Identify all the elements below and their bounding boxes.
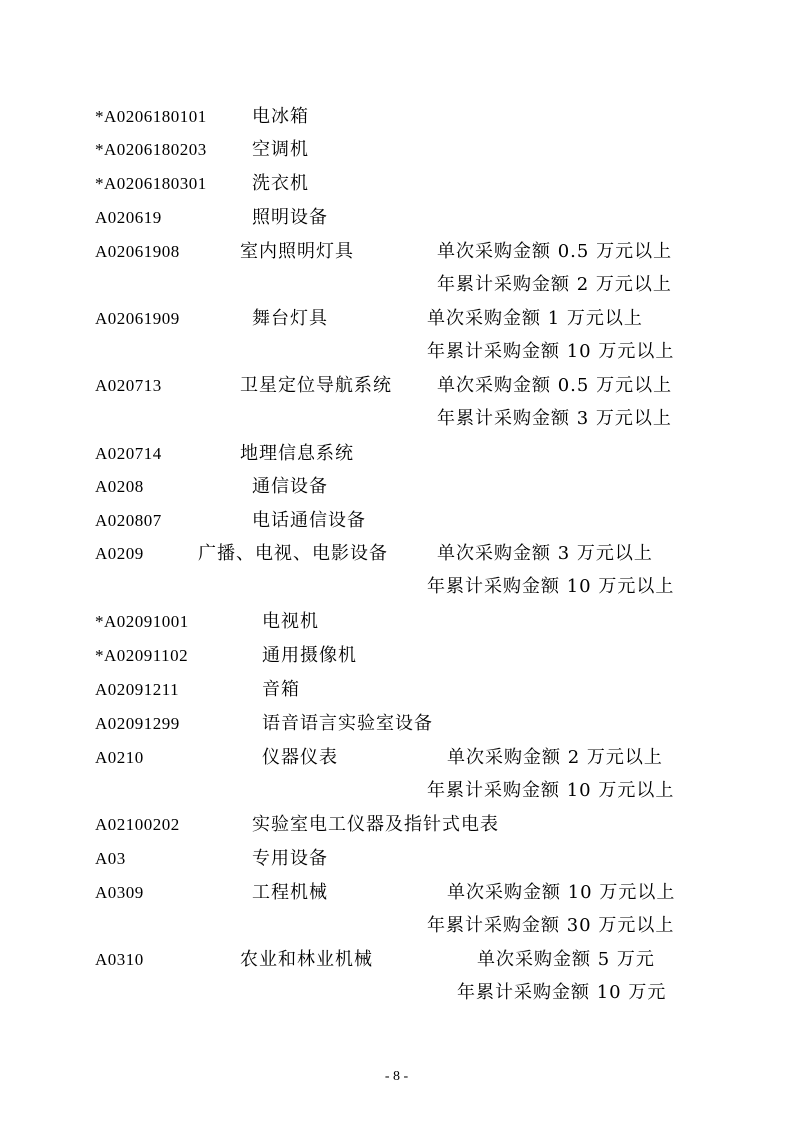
- single-purchase-threshold: 单次采购金额 2 万元以上: [447, 747, 663, 768]
- item-name: 照明设备: [252, 207, 328, 228]
- single-purchase-threshold: 单次采购金额 1 万元以上: [427, 308, 643, 329]
- item-name: 地理信息系统: [240, 443, 354, 464]
- item-code: A02091211: [95, 680, 180, 699]
- annual-purchase-threshold: 年累计采购金额 10 万元以上: [427, 576, 675, 597]
- list-item: [0, 639, 793, 673]
- item-name: 舞台灯具: [252, 308, 328, 329]
- list-item: [0, 437, 793, 471]
- item-name: 通信设备: [252, 476, 328, 497]
- list-item: [0, 504, 793, 538]
- page-number: - 8 -: [384, 1069, 409, 1084]
- item-code: A02061908: [95, 242, 180, 261]
- annual-purchase-threshold: 年累计采购金额 10 万元: [457, 982, 667, 1003]
- item-code: A0209: [95, 544, 144, 563]
- item-name: 实验室电工仪器及指针式电表: [252, 814, 499, 835]
- annual-purchase-threshold: 年累计采购金额 2 万元以上: [437, 274, 672, 295]
- list-item: [0, 943, 793, 977]
- item-name: 通用摄像机: [262, 645, 357, 666]
- item-code: A0208: [95, 477, 144, 496]
- list-item: [0, 673, 793, 707]
- annual-purchase-threshold: 年累计采购金额 30 万元以上: [427, 915, 675, 936]
- list-item: [0, 537, 793, 571]
- item-name: 仪器仪表: [262, 747, 338, 768]
- list-item: [0, 741, 793, 775]
- annual-purchase-threshold: 年累计采购金额 3 万元以上: [437, 408, 672, 429]
- item-code: A02100202: [95, 815, 180, 834]
- item-code: A020807: [95, 511, 162, 530]
- single-purchase-threshold: 单次采购金额 5 万元: [477, 949, 655, 970]
- list-item: [0, 167, 793, 201]
- item-name: 电话通信设备: [252, 510, 366, 531]
- item-name: 室内照明灯具: [240, 241, 354, 262]
- list-item: [0, 470, 793, 504]
- item-name: 语音语言实验室设备: [262, 713, 433, 734]
- item-name: 卫星定位导航系统: [240, 375, 392, 396]
- annual-purchase-threshold: 年累计采购金额 10 万元以上: [427, 780, 675, 801]
- item-code: A0310: [95, 950, 144, 969]
- list-item: [0, 201, 793, 235]
- single-purchase-threshold: 单次采购金额 0.5 万元以上: [437, 375, 673, 396]
- item-code: A020619: [95, 208, 162, 227]
- list-item: [0, 302, 793, 336]
- single-purchase-threshold: 单次采购金额 10 万元以上: [447, 882, 676, 903]
- single-purchase-threshold: 单次采购金额 3 万元以上: [437, 543, 653, 564]
- item-code: A02091299: [95, 714, 180, 733]
- item-code: A0309: [95, 883, 144, 902]
- item-code: A020714: [95, 444, 162, 463]
- item-code: *A0206180203: [95, 140, 207, 159]
- item-name: 专用设备: [252, 848, 328, 869]
- list-item: [0, 235, 793, 269]
- item-name: 广播、电视、电影设备: [198, 543, 388, 564]
- list-item: [0, 100, 793, 134]
- item-code: *A02091001: [95, 612, 189, 631]
- list-item: [0, 707, 793, 741]
- item-name: 空调机: [252, 139, 309, 160]
- item-name: 洗衣机: [252, 173, 309, 194]
- single-purchase-threshold: 单次采购金额 0.5 万元以上: [437, 241, 673, 262]
- item-code: *A02091102: [95, 646, 189, 665]
- annual-purchase-threshold: 年累计采购金额 10 万元以上: [427, 341, 675, 362]
- item-code: *A0206180301: [95, 174, 207, 193]
- list-item: [0, 842, 793, 876]
- list-item: [0, 605, 793, 639]
- list-item: [0, 369, 793, 403]
- item-name: 农业和林业机械: [240, 949, 373, 970]
- item-code: A03: [95, 849, 126, 868]
- item-code: A020713: [95, 376, 162, 395]
- list-item: [0, 133, 793, 167]
- item-name: 工程机械: [252, 882, 328, 903]
- item-code: A02061909: [95, 309, 180, 328]
- list-item: [0, 808, 793, 842]
- item-code: A0210: [95, 748, 144, 767]
- item-name: 电冰箱: [252, 106, 309, 127]
- item-code: *A0206180101: [95, 107, 207, 126]
- item-name: 电视机: [262, 611, 319, 632]
- item-name: 音箱: [262, 679, 300, 700]
